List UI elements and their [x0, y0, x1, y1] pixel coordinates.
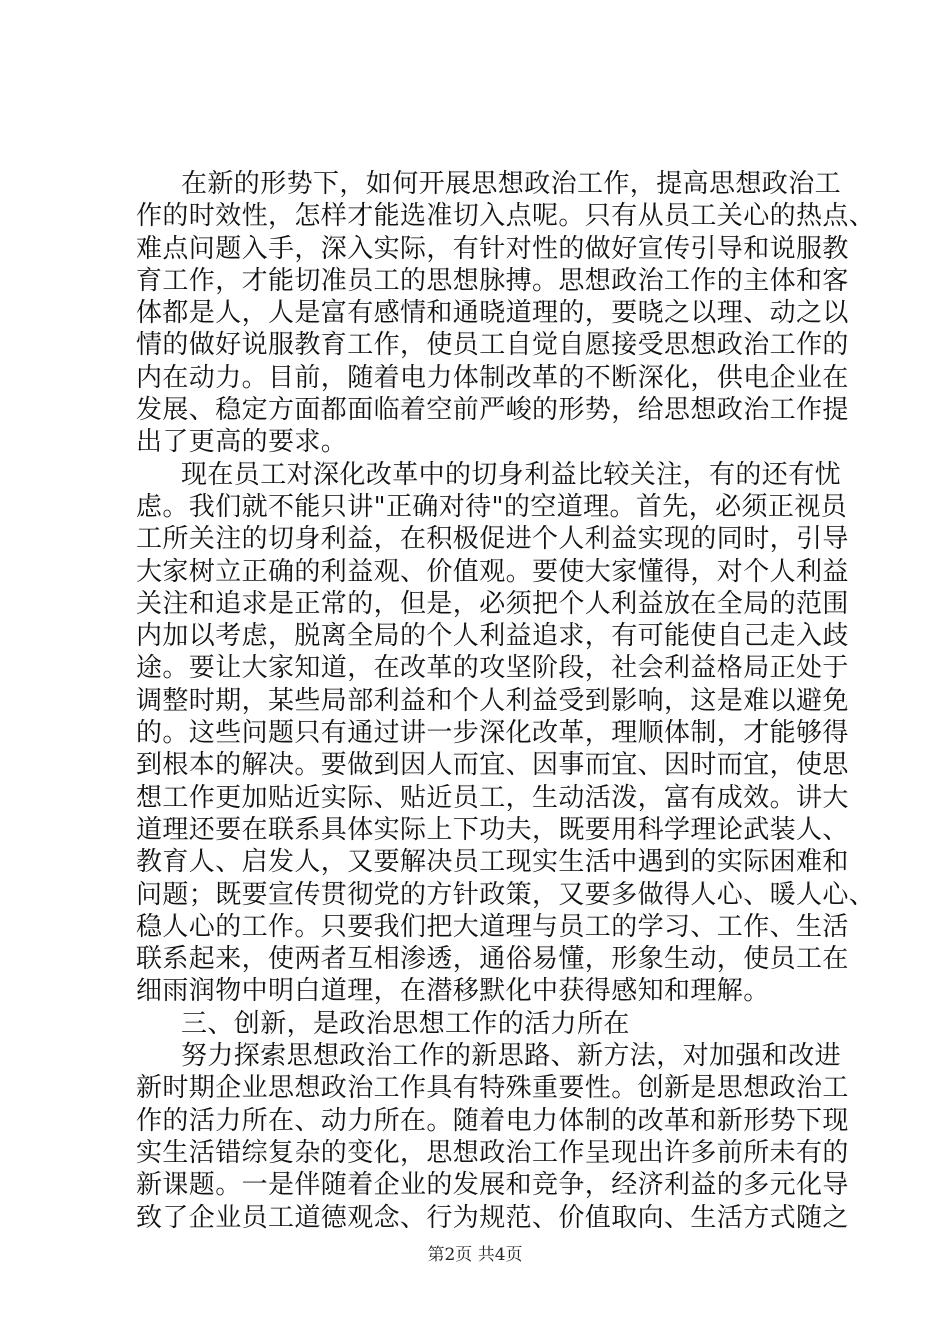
text-line: 到根本的解决。要做到因人而宜、因事而宜、因时而宜，使思	[136, 750, 849, 781]
text-line: 作的时效性，怎样才能选准切入点呢。只有从员工关心的热点、	[136, 201, 876, 232]
page-number: 第2页 共4页	[427, 1245, 523, 1265]
text-line: 大家树立正确的利益观、价值观。要使大家懂得，对个人利益	[136, 556, 849, 587]
text-line: 出了更高的要求。	[136, 427, 348, 458]
document-body	[136, 168, 876, 1234]
text-line: 致了企业员工道德观念、行为规范、价值取向、生活方式随之	[136, 1202, 849, 1233]
text-line: 稳人心的工作。只要我们把大道理与员工的学习、工作、生活	[136, 911, 849, 942]
text-line: 育工作，才能切准员工的思想脉搏。思想政治工作的主体和客	[136, 265, 849, 296]
text-line: 发展、稳定方面都面临着空前严峻的形势，给思想政治工作提	[136, 395, 849, 426]
section-heading-text: 三、创新，是政治思想工作的活力所在	[181, 1008, 630, 1039]
page-footer	[0, 1244, 950, 1266]
paragraph-3	[136, 1040, 849, 1234]
text-line: 联系起来，使两者互相渗透，通俗易懂，形象生动，使员工在	[136, 944, 849, 975]
text-line: 作的活力所在、动力所在。随着电力体制的改革和新形势下现	[136, 1105, 849, 1136]
text-line: 努力探索思想政治工作的新思路、新方法，对加强和改进	[181, 1041, 842, 1072]
text-line: 难点问题入手，深入实际，有针对性的做好宣传引导和说服教	[136, 233, 849, 264]
paragraph-1	[136, 168, 876, 459]
text-line: 现在员工对深化改革中的切身利益比较关注，有的还有忧	[181, 459, 842, 490]
text-line: 途。要让大家知道，在改革的攻坚阶段，社会利益格局正处于	[136, 653, 849, 684]
text-line: 教育人、启发人，又要解决员工现实生活中遇到的实际困难和	[136, 847, 849, 878]
text-line: 虑。我们就不能只讲"正确对待"的空道理。首先，必须正视员	[136, 491, 848, 522]
text-line: 工所关注的切身利益，在积极促进个人利益实现的同时，引导	[136, 524, 849, 555]
paragraph-2	[136, 459, 876, 1008]
text-line: 新课题。一是伴随着企业的发展和竞争，经济利益的多元化导	[136, 1170, 849, 1201]
text-line: 想工作更加贴近实际、贴近员工，生动活泼，富有成效。讲大	[136, 782, 849, 813]
text-line: 实生活错综复杂的变化，思想政治工作呈现出许多前所未有的	[136, 1137, 849, 1168]
text-line: 细雨润物中明白道理，在潜移默化中获得感知和理解。	[136, 976, 770, 1007]
text-line: 的。这些问题只有通过讲一步深化改革，理顺体制，才能够得	[136, 718, 849, 749]
text-line: 体都是人，人是富有感情和通晓道理的，要晓之以理、动之以	[136, 298, 849, 329]
text-line: 道理还要在联系具体实际上下功夫，既要用科学理论武装人、	[136, 814, 849, 845]
section-heading	[136, 1008, 836, 1040]
text-line: 调整时期，某些局部利益和个人利益受到影响，这是难以避免	[136, 685, 849, 716]
text-line: 在新的形势下，如何开展思想政治工作，提高思想政治工	[181, 169, 842, 199]
text-line: 情的做好说服教育工作，使员工自觉自愿接受思想政治工作的	[136, 330, 849, 361]
text-line: 内加以考虑，脱离全局的个人利益追求，有可能使自己走入歧	[136, 621, 849, 652]
text-line: 问题；既要宣传贯彻党的方针政策，又要多做得人心、暖人心、	[136, 879, 876, 910]
text-line: 关注和追求是正常的，但是，必须把个人利益放在全局的范围	[136, 588, 849, 619]
text-line: 内在动力。目前，随着电力体制改革的不断深化，供电企业在	[136, 362, 849, 393]
text-line: 新时期企业思想政治工作具有特殊重要性。创新是思想政治工	[136, 1073, 849, 1104]
